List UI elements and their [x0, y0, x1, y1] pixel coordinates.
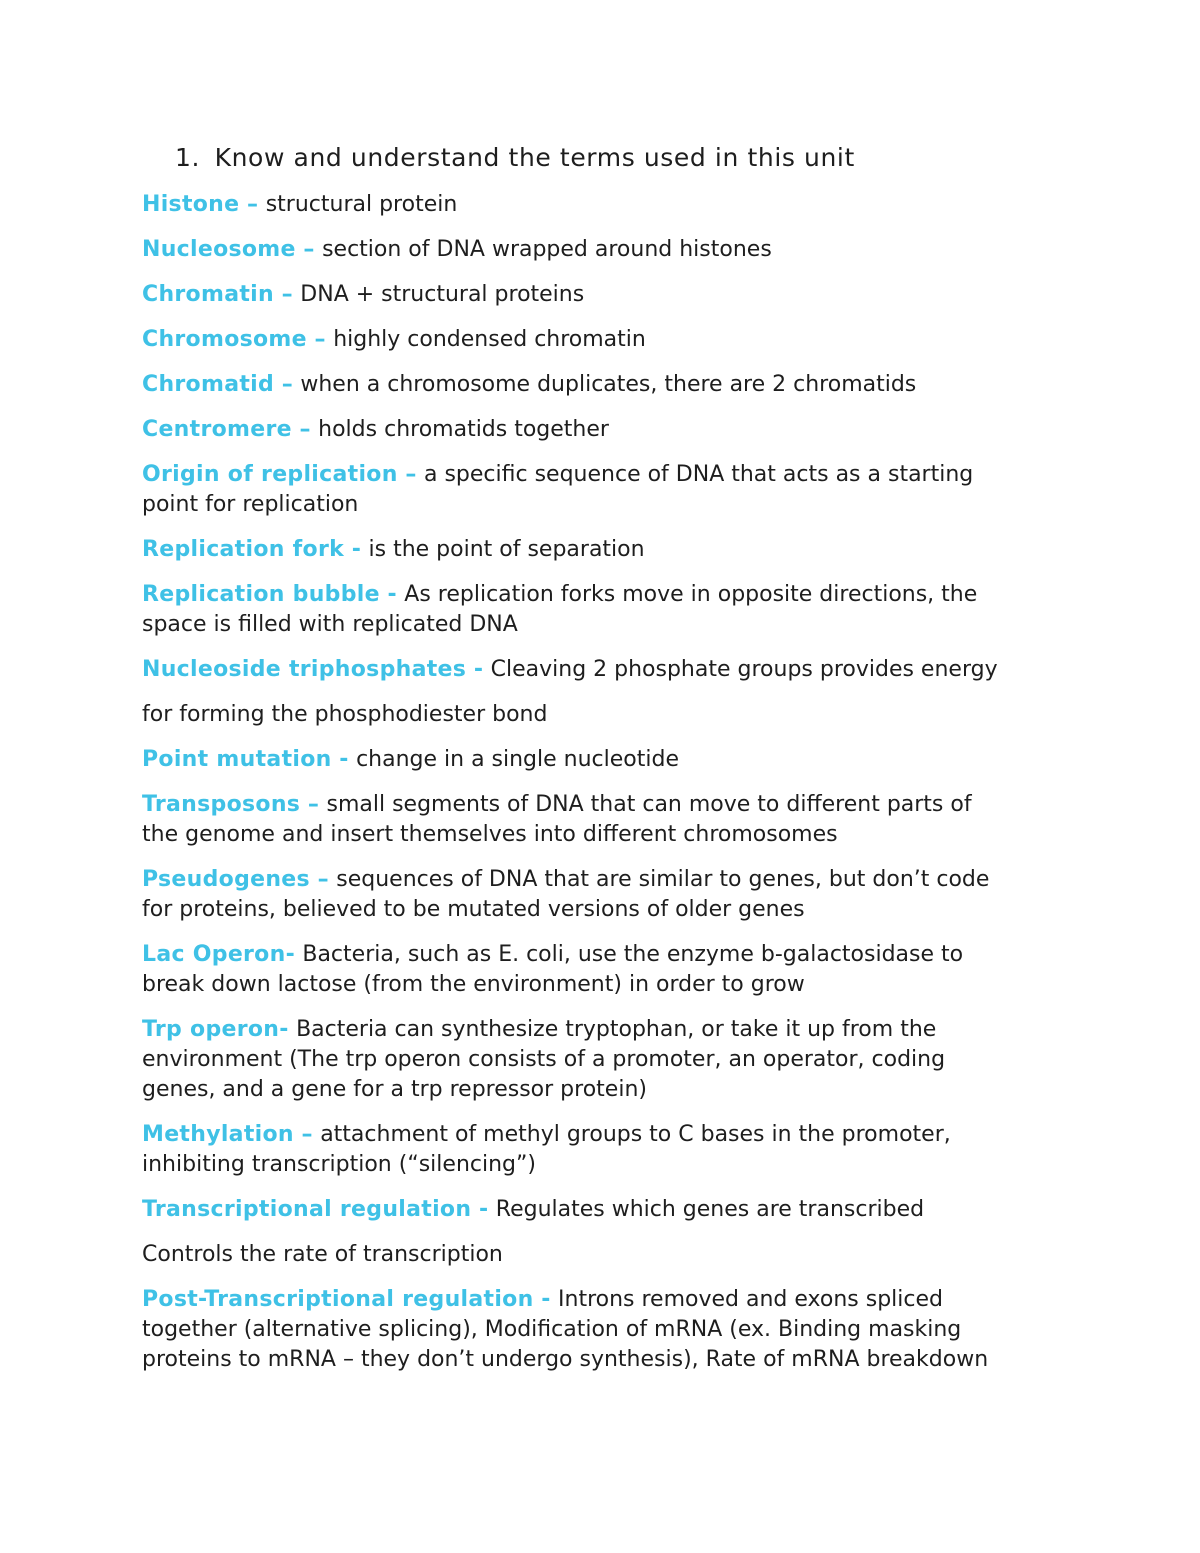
- glossary-entry: [142, 325, 1067, 355]
- term-name: Transposons: [142, 792, 301, 817]
- entry-line: [142, 535, 1067, 565]
- term-name: Replication fork: [142, 537, 345, 562]
- term-separator: -: [344, 537, 369, 562]
- heading-number: 1.: [175, 143, 201, 172]
- term-name: Origin of replication: [142, 462, 398, 487]
- term-name: Replication bubble: [142, 582, 380, 607]
- entry-line: [142, 235, 1067, 265]
- term-definition: Bacteria, such as E. coli, use the enzyme b-galactosidase to: [302, 942, 964, 967]
- term-definition: small segments of DNA that can move to different parts of: [326, 792, 972, 817]
- term-separator: -: [279, 1017, 297, 1042]
- glossary-entry: [142, 1285, 1067, 1375]
- term-definition: Regulates which genes are transcribed: [495, 1197, 925, 1222]
- glossary-entry: [142, 190, 1067, 220]
- term-name: Nucleoside triphosphates: [142, 657, 467, 682]
- term-definition: change in a single nucleotide: [356, 747, 679, 772]
- term-separator: –: [239, 192, 266, 217]
- entry-line: [142, 370, 1067, 400]
- term-separator: -: [533, 1287, 559, 1312]
- glossary-entry: [142, 865, 1067, 925]
- term-name: Chromatid: [142, 372, 275, 397]
- glossary-entry: [142, 1120, 1067, 1180]
- term-separator: –: [293, 1122, 321, 1147]
- glossary-entry: [142, 535, 1067, 565]
- term-name: Lac Operon: [142, 942, 286, 967]
- glossary-entry: [142, 460, 1067, 520]
- term-definition: inhibiting transcription (“silencing”): [142, 1152, 536, 1177]
- continuation-line-2: Controls the rate of transcription: [142, 1242, 503, 1267]
- term-name: Methylation: [142, 1122, 294, 1147]
- glossary-list: [142, 190, 1067, 1390]
- entry-line: [142, 1120, 1067, 1150]
- term-definition: holds chromatids together: [318, 417, 609, 442]
- term-name: Trp operon: [142, 1017, 280, 1042]
- entry-line: [142, 1045, 1067, 1075]
- term-separator: –: [274, 372, 301, 397]
- entry-line: [142, 415, 1067, 445]
- term-name: Histone: [142, 192, 240, 217]
- term-separator: -: [331, 747, 357, 772]
- glossary-group-2: [142, 745, 1067, 1225]
- entry-line: [142, 1075, 1067, 1105]
- entry-line: [142, 1195, 1067, 1225]
- term-name: Point mutation: [142, 747, 332, 772]
- glossary-entry: [142, 580, 1067, 640]
- term-definition: Introns removed and exons spliced: [558, 1287, 943, 1312]
- term-separator: -: [471, 1197, 496, 1222]
- entry-line: [142, 1150, 1067, 1180]
- entry-line: [142, 940, 1067, 970]
- entry-line: [142, 325, 1067, 355]
- term-definition: Cleaving 2 phosphate groups provides energy: [490, 657, 998, 682]
- term-definition: DNA + structural proteins: [300, 282, 585, 307]
- glossary-entry: [142, 1015, 1067, 1105]
- entry-line: [142, 865, 1067, 895]
- term-name: Chromatin: [142, 282, 274, 307]
- term-separator: –: [291, 417, 319, 442]
- entry-line: [142, 790, 1067, 820]
- glossary-entry: [142, 1195, 1067, 1225]
- term-definition: together (alternative splicing), Modification of mRNA (ex. Binding masking: [142, 1317, 962, 1342]
- term-separator: -: [379, 582, 405, 607]
- term-name: Pseudogenes: [142, 867, 310, 892]
- term-name: Centromere: [142, 417, 292, 442]
- term-name: Chromosome: [142, 327, 307, 352]
- term-definition: As replication forks move in opposite directions, the: [404, 582, 978, 607]
- term-definition: point for replication: [142, 492, 359, 517]
- term-separator: –: [300, 792, 327, 817]
- entry-line: [142, 280, 1067, 310]
- glossary-entry: [142, 370, 1067, 400]
- term-name: Transcriptional regulation: [142, 1197, 472, 1222]
- glossary-entry: [142, 415, 1067, 445]
- term-definition: section of DNA wrapped around histones: [322, 237, 772, 262]
- term-definition: environment (The trp operon consists of a promoter, an operator, coding: [142, 1047, 946, 1072]
- continuation-line-1: for forming the phosphodiester bond: [142, 702, 548, 727]
- term-separator: –: [306, 327, 334, 352]
- term-definition: attachment of methyl groups to C bases in the promoter,: [320, 1122, 951, 1147]
- entry-line: [142, 1345, 1067, 1375]
- glossary-entry: [142, 280, 1067, 310]
- glossary-group-3: [142, 1285, 1067, 1375]
- entry-line: [142, 1285, 1067, 1315]
- glossary-entry: [142, 235, 1067, 265]
- entry-line: [142, 745, 1067, 775]
- entry-line: [142, 610, 1067, 640]
- glossary-group-1: [142, 190, 1067, 685]
- term-definition: break down lactose (from the environment) in order to grow: [142, 972, 805, 997]
- glossary-entry: [142, 655, 1067, 685]
- entry-line: [142, 1315, 1067, 1345]
- term-separator: –: [397, 462, 424, 487]
- glossary-entry: [142, 790, 1067, 850]
- term-separator: –: [309, 867, 337, 892]
- term-definition: proteins to mRNA – they don’t undergo synthesis), Rate of mRNA breakdown: [142, 1347, 989, 1372]
- glossary-entry: [142, 745, 1067, 775]
- term-separator: –: [273, 282, 301, 307]
- term-name: Post-Transcriptional regulation: [142, 1287, 534, 1312]
- entry-line: [142, 895, 1067, 925]
- entry-line: [142, 190, 1067, 220]
- entry-line: [142, 1015, 1067, 1045]
- term-definition: the genome and insert themselves into different chromosomes: [142, 822, 838, 847]
- glossary-entry: [142, 940, 1067, 1000]
- term-definition: highly condensed chromatin: [333, 327, 646, 352]
- term-definition: structural protein: [265, 192, 458, 217]
- term-definition: for proteins, believed to be mutated versions of older genes: [142, 897, 805, 922]
- heading-text: Know and understand the terms used in this unit: [214, 143, 855, 172]
- term-separator: –: [295, 237, 323, 262]
- entry-line: [142, 460, 1067, 490]
- term-definition: Bacteria can synthesize tryptophan, or take it up from the: [296, 1017, 937, 1042]
- term-separator: -: [466, 657, 491, 682]
- entry-line: [142, 655, 1067, 685]
- entry-line: [142, 970, 1067, 1000]
- term-definition: space is filled with replicated DNA: [142, 612, 518, 637]
- entry-line: [142, 490, 1067, 520]
- term-definition: a specific sequence of DNA that acts as a starting: [424, 462, 974, 487]
- term-name: Nucleosome: [142, 237, 296, 262]
- section-heading: [175, 140, 855, 176]
- term-definition: genes, and a gene for a trp repressor protein): [142, 1077, 647, 1102]
- term-definition: sequences of DNA that are similar to genes, but don’t code: [336, 867, 990, 892]
- entry-line: [142, 580, 1067, 610]
- term-definition: when a chromosome duplicates, there are 2 chromatids: [300, 372, 917, 397]
- term-separator: -: [285, 942, 303, 967]
- entry-line: [142, 820, 1067, 850]
- term-definition: is the point of separation: [368, 537, 645, 562]
